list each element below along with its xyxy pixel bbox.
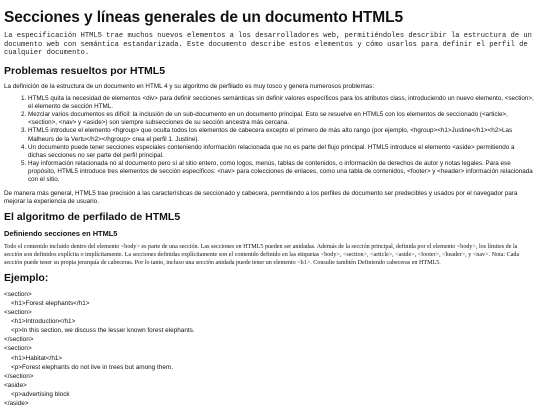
code-line: <section> — [4, 290, 32, 298]
code-line: </aside> — [4, 399, 29, 407]
problems-lead: La definición de la estructura de un documento en HTML 4 y su algoritmo de perfilado es muy tosco y genera numerosos problemas: — [4, 82, 375, 90]
code-line: <p>Forest elephants do not live in trees but among them. — [11, 363, 173, 371]
code-line: <section> — [4, 309, 32, 317]
code-line: <p>In this section, we discuss the lesser known forest elephants. — [11, 327, 195, 335]
problems-list — [4, 95, 534, 185]
section-heading-algorithm: El algoritmo de perfilado de HTML5 — [4, 210, 181, 223]
code-line: </section> — [4, 372, 34, 380]
code-line: <h1>Habitat</h1> — [11, 354, 63, 362]
list-item: 5. Hay información relacionada no al documento pero sí al sitio entero, como logos, menús, tablas de contenidos, o información de derechos de autor y notas legales. Para ese propósito, HTML5 introduce tres elementos de sección específicos: <nav> para colecciones de enlaces, como una tabla de contenidos, <footer> y <header> información relacionada con el sitio. — [28, 160, 534, 185]
code-line: </section> — [4, 336, 34, 344]
code-line: <p>advertising block — [11, 390, 70, 398]
list-item: 4. Un documento puede tener secciones especiales conteniendo información relacionada que no es parte del flujo principal. HTML5 introduce el elemento <aside> permitiendo a dichas secciones no ser parte del perfil principal. — [28, 144, 534, 160]
list-item: 1. HTML5 quita la necesidad de elementos <div> para definir secciones semánticas sin definir valores específicos para los atributos class, introduciendo un nuevo elemento, <section>, el elemento de sección HTML. — [28, 95, 534, 111]
code-line: <h1>Forest elephants</h1> — [11, 299, 90, 307]
problems-closing: De manera más general, HTML5 trae precisión a las características de seccionado y cabecera, permitiendo a los perfiles de documento ser predecibles y usados por el navegador para mejorar la experiencia de usuario. — [4, 189, 518, 205]
intro-paragraph: La especificación HTML5 trae muchos nuevos elementos a los desarrolladores web, permitiéndoles describir la estructura de un documento web con semántica estandarizada. Este documento describe estos elementos y cómo usarlos para definir el perfil de cualquier documento. — [4, 32, 532, 58]
code-example — [4, 290, 534, 408]
list-item: 2. Mezclar varios documentos es difícil: la inclusión de un sub-documento en un documento principal. Esto se resuelve en HTML5 con los elementos de seccionado (<article>, <section>, <nav> y <aside>) son siempre subsecciones de su sección ancestra más cercana. — [28, 111, 534, 127]
section-heading-example: Ejemplo: — [4, 272, 49, 285]
list-item: 3. HTML5 introduce el elemento <hgroup> que oculta todos los elementos de cabecera excepto el primero de más alto rango (por ejemplo, <hgroup><h1>Justine</h1><h2>Las Malheurs de la Vertu</h2></hgroup> crea el perfil 1. Justine). — [28, 127, 534, 143]
code-line: <aside> — [4, 381, 27, 389]
defining-sections-body: Todo el contenido incluido dentro del elemento <body> es parte de una sección. Las secciones en HTML5 pueden ser anidadas. Además de la sección principal, definida por el elemento <body>, los límites de la sección son definidos explícita o implícitamente. La secciones definidas explícitamente son el contenido definido en las etiquetas <body>, <section>, <article>, <aside>, <footer>, <header>, y <nav>. Nota: Cada sección puede tener su propia jerarquía de cabeceras. Por lo tanto, incluso una sección anidada puede tener un elemento <h1>. Consulte también Definiendo cabeceras en HTML5. — [4, 244, 520, 266]
code-line: <h1>Introduction</h1> — [11, 318, 76, 326]
subheading-defining-sections: Definiendo secciones en HTML5 — [4, 229, 118, 239]
section-heading-problems: Problemas resueltos por HTML5 — [4, 64, 166, 77]
code-line: <section> — [4, 345, 32, 353]
page-title: Secciones y líneas generales de un documento HTML5 — [4, 9, 403, 26]
